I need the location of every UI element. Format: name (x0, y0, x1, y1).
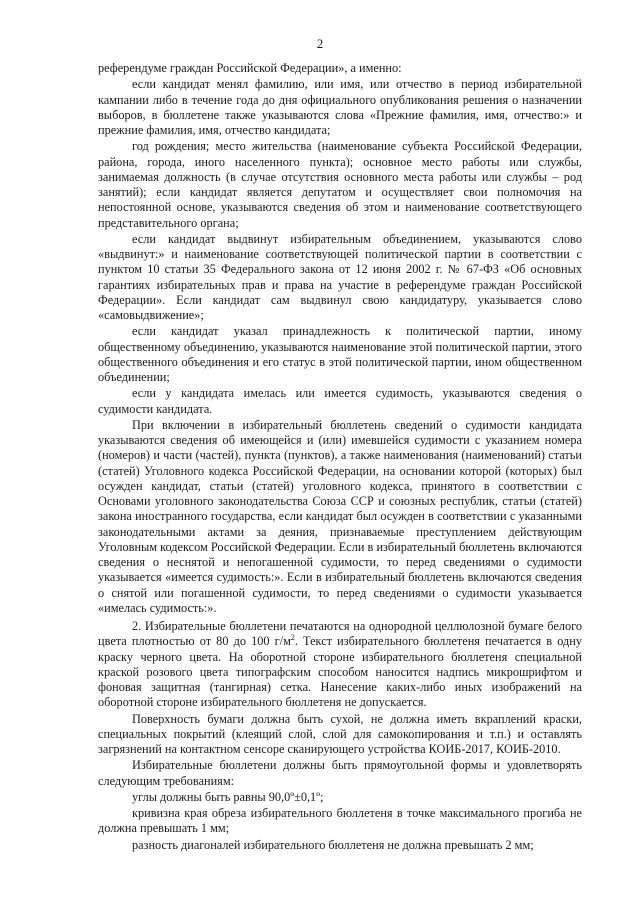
paragraph-name-change: если кандидат менял фамилию, или имя, или отчество в период избирательной кампании либо в течение года до дня официального опубликования решения о назначении выборов, в бюллетене также указываются слова «Прежние фамилия, имя, отчество:» и прежние фамилия, имя, отчество кандидата; (98, 77, 582, 137)
paragraph-intro: референдуме граждан Российской Федерации», а именно: (98, 61, 402, 75)
paragraph-diagonal-difference: разность диагоналей избирательного бюллетеня не должна превышать 2 мм; (132, 837, 534, 852)
paragraph-paper-surface: Поверхность бумаги должна быть сухой, не должна иметь вкраплений краски, специальных покрытий (клеящий слой, слой для самокопирования и т.п.) и оставлять загрязнений на контактном сенсоре сканирующего устройства КОИБ-2017, КОИБ-2010. (98, 711, 582, 756)
paragraph-paper-requirements (98, 619, 582, 711)
paragraph-party-nomination: если кандидат выдвинут избирательным объединением, указываются слово «выдвинут:» и наименование соответствующей политической партии в соответствии с пунктом 10 статьи 35 Федерального закона от 12 июня 2002 г. № 67-ФЗ «Об основных гарантиях избирательных прав и права на участие в референдуме граждан Российской Федерации». Если кандидат сам выдвинул свою кандидатуру, указывается слово «самовыдвижение»; (98, 231, 582, 322)
paragraph-criminal-record-details: При включении в избирательный бюллетень сведений о судимости кандидата указываются сведения об имеющейся и (или) имевшейся судимости с указанием номера (номеров) и части (частей), пункта (пунктов), а также наименования (наименований) статьи (статей) Уголовного кодекса Российской Федерации, на основании которой (которых) был осужден кандидат, статьи (статей) уголовного кодекса, принятого в соответствии с Основами уголовного законодательства Союза ССР и союзных республик, статьи (статей) закона иностранного государства, если кандидат был осужден в соответствии с указанными законодательными актами за деяния, признаваемые преступлением действующим Уголовным кодексом Российской Федерации. Если в избирательный бюллетень включаются сведения о неснятой и непогашенной судимости, то перед сведениями о судимости указывается «имеется судимость:». Если в избирательный бюллетень включаются сведения о снятой или погашенной судимости, то перед сведениями о судимости указывается «имелась судимость:». (98, 417, 582, 615)
superscript-2: 2 (290, 633, 295, 643)
paragraph-birth-residence: год рождения; место жительства (наименование субъекта Российской Федерации, района, города, иного населенного пункта); основное место работы или службы, занимаемая должность (в случае отсутствия основного места работы или службы – род занятий); если кандидат является депутатом и осуществляет свои полномочия на непостоянной основе, указываются сведения об этом и наименование соответствующего представительного органа; (98, 139, 582, 230)
paragraph-corner-angles: углы должны быть равны 90,0º±0,1º; (132, 789, 324, 804)
paragraph-party-membership: если кандидат указал принадлежность к политической партии, иному общественному объединению, указываются наименование этой политической партии, этого общественного объединения и его статус в этой политической партии, ином общественном объединении; (98, 324, 582, 384)
paper-density-tail: . Текст избирательного бюллетеня печатается в одну краску черного цвета. На оборотной стороне избирательного бюллетеня специальной краской розового цвета типографским способом наносится надпись микрошрифтом и фоновая защитная (тангирная) сетка. Нанесение каких-либо иных изображений на оборотной стороне избирательного бюллетеня не допускается. (98, 634, 582, 710)
paper-density-text: 2. Избирательные бюллетени печатаются на однородной целлюлозной бумаге белого цвета плотностью от 80 до 100 г/м (98, 619, 582, 649)
document-body (98, 61, 582, 854)
paragraph-edge-curvature: кривизна края обреза избирательного бюллетеня в точке максимального прогиба не должна превышать 1 мм; (98, 806, 582, 836)
page-number: 2 (316, 36, 324, 51)
paragraph-ballot-shape: Избирательные бюллетени должны быть прямоугольной формы и удовлетворять следующим требованиям: (98, 758, 582, 788)
paragraph-criminal-record: если у кандидата имелась или имеется судимость, указываются сведения о судимости кандидата. (98, 386, 582, 416)
